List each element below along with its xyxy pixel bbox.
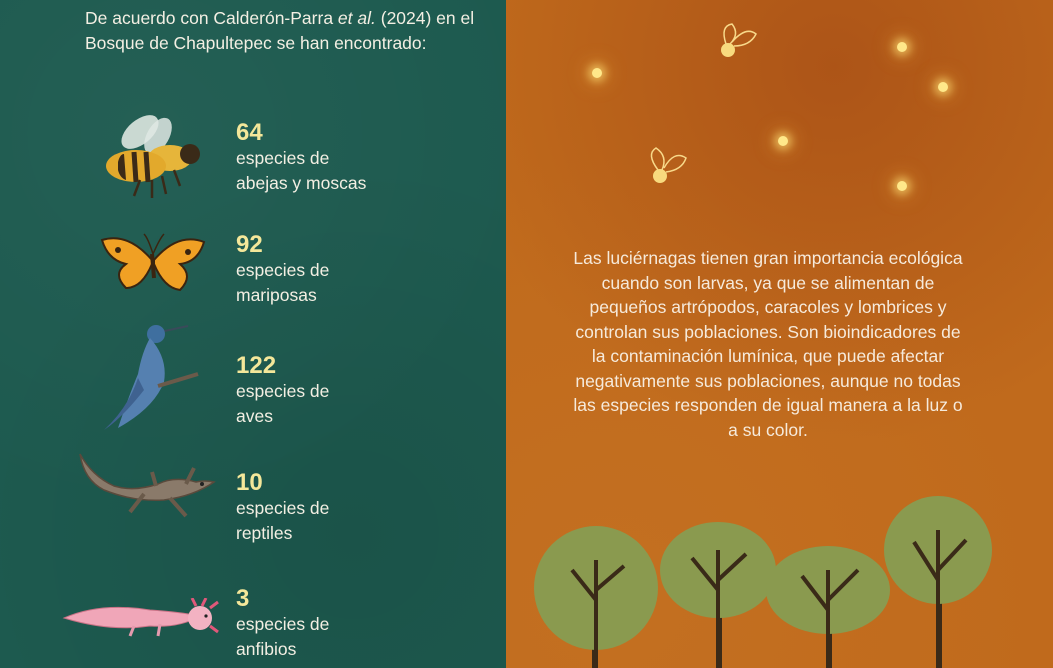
intro-text <box>85 6 485 55</box>
stat-number: 92 <box>236 231 263 258</box>
tree-icon <box>534 526 658 668</box>
stat-label-line1: especies de <box>236 498 330 518</box>
left-panel <box>0 0 506 668</box>
tree-row <box>506 480 1053 668</box>
firefly-glow <box>897 42 907 52</box>
stat-reptiles <box>236 470 329 545</box>
stat-amphibians <box>236 586 329 661</box>
intro-text-start: De acuerdo con Calderón-Parra <box>85 8 338 28</box>
firefly-glow <box>592 68 602 78</box>
tree-icon <box>660 522 776 668</box>
hummingbird-icon <box>98 318 210 433</box>
butterfly-icon <box>98 230 208 294</box>
stat-label-line1: especies de <box>236 148 330 168</box>
intro-italic: et al. <box>337 8 376 28</box>
axolotl-icon <box>60 598 220 638</box>
stat-number: 3 <box>236 585 250 612</box>
firefly-glow <box>778 136 788 146</box>
tree-icon <box>766 546 890 668</box>
firefly-icon <box>706 20 762 62</box>
stat-label-line2: aves <box>236 405 273 426</box>
stat-label-line1: especies de <box>236 381 330 401</box>
stat-bees <box>236 120 366 195</box>
firefly-glow <box>938 82 948 92</box>
stat-label-line2: reptiles <box>236 522 293 543</box>
stat-number: 64 <box>236 119 263 146</box>
stat-butterflies <box>236 232 329 307</box>
stat-number: 122 <box>236 352 277 379</box>
stat-label-line1: especies de <box>236 260 330 280</box>
firefly-icon <box>638 140 694 186</box>
stat-label-line2: abejas y moscas <box>236 172 367 193</box>
stat-birds <box>236 353 329 428</box>
stat-label-line2: mariposas <box>236 284 317 305</box>
firefly-paragraph: Las luciérnagas tienen gran importancia ecológica cuando son larvas, ya que se alimentan de pequeños artrópodos, caracoles y lombrices y controlan sus poblaciones. Son bioindicadores de la contaminación lumínica, que puede afectar negativamente sus poblaciones, aunque no todas las especies responden de igual manera a la luz o a su color. <box>573 248 963 440</box>
stat-number: 10 <box>236 469 263 496</box>
bee-icon <box>100 110 215 202</box>
intro-text-end: (2024) en el Bosque de Chapultepec se han encontrado: <box>85 8 475 53</box>
firefly-glow <box>897 181 907 191</box>
stat-label-line2: anfibios <box>236 638 297 659</box>
tree-icon <box>884 496 992 668</box>
stat-label-line1: especies de <box>236 614 330 634</box>
lizard-icon <box>74 450 219 545</box>
